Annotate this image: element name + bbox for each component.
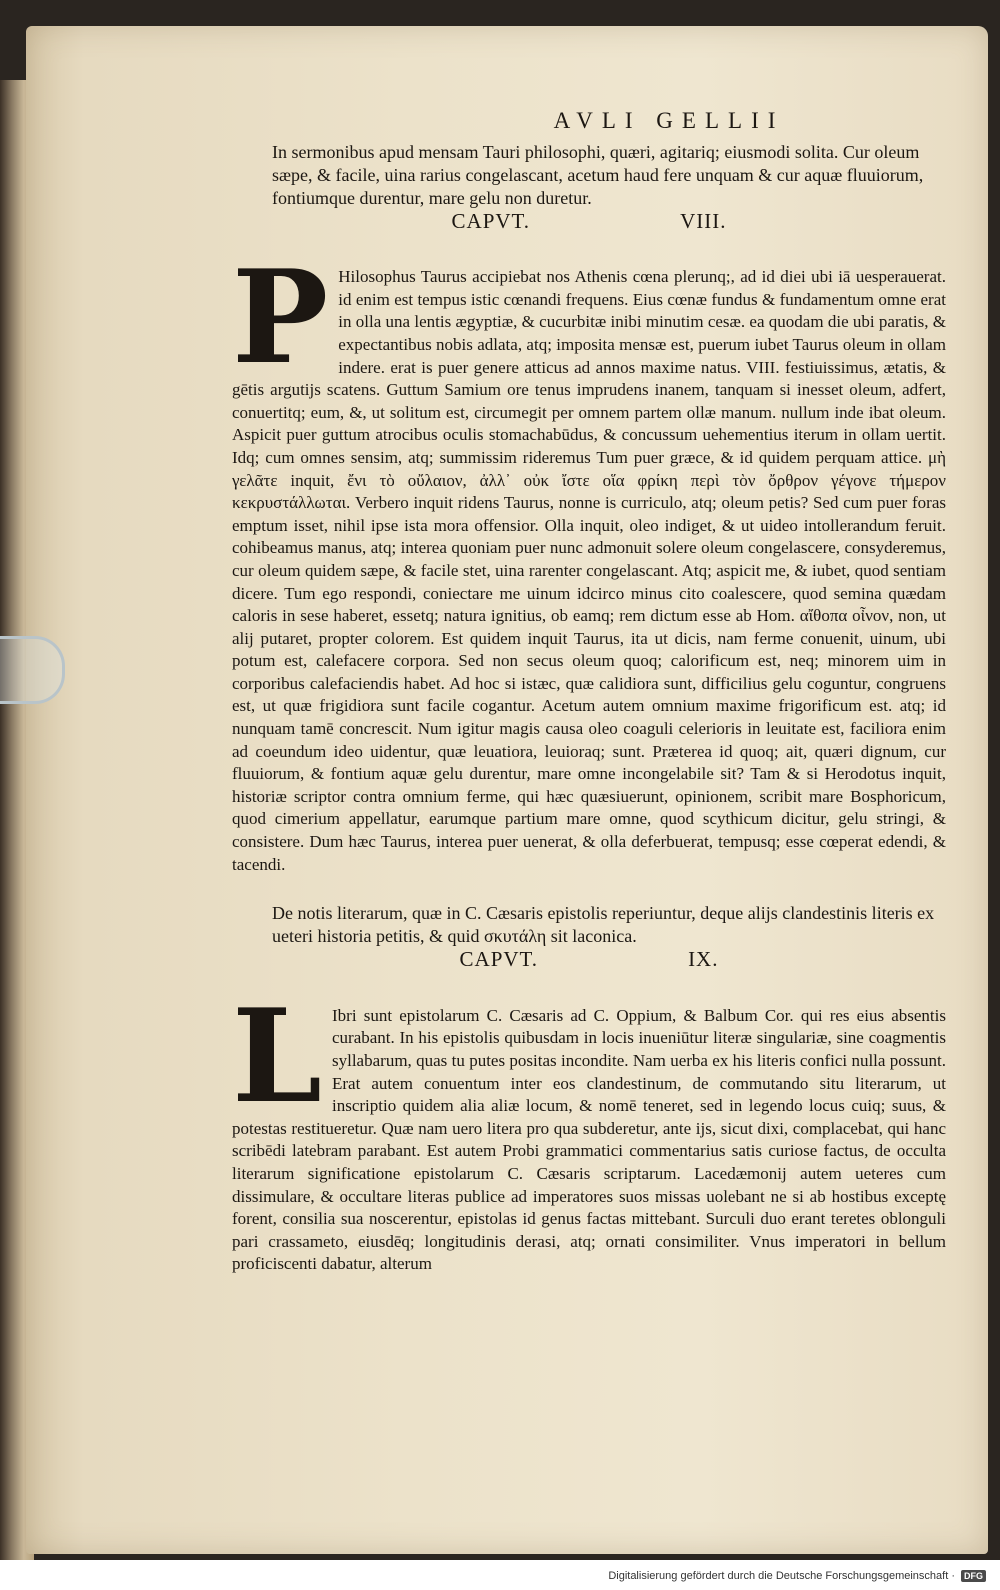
caput-line	[232, 210, 946, 233]
chapter-text: Hilosophus Taurus accipiebat nos Athenis cœna plerunq;, ad id diei ubi iā uesperauerat. id enim est tempus istic cœnandi frequens. Eius cœnæ fundus & fundamentum omne erat in olla una lentis ægyptiæ, & cucurbitæ inibi minutim cesæ. ea quodam die ubi paratis, & expectantibus nobis adlata, atq; imposita mensæ est, puerum iubet Taurus oleum in ollam indere. erat is puer genere atticus ad annos maxime natus. VIII. festiuissimus, ætatis, & gētis argutijs scatens. Guttum Samium ore tenus imprudens inanem, tanquam si inesset oleum, adfert, conuertitq; eum, &, ut solitum est, circumegit per omnem partem ollæ manum. nullum inde ibat oleum. Aspicit puer guttum atrocibus oculis stomachabūdus, & concussum uehementius iterum in ollam uertit. Idq; cum omnes sensim, atq; summissim rideremus Tum puer græce, & id quidem perquam attice. μὴ γελᾶτε inquit, ἔνι τὸ οὔλαιον, ἀλλ᾽ οὐκ ἴστε οἵα φρίκη περὶ τὸν ὄρθρον γέγονε τήμερον κεκρυστάλλωται. Verbero inquit ridens Taurus, nonne is curriculo, atq; oleum petis? Sed cum puer foras emptum isset, nihil ipse ista mora offensior. Olla inquit, oleo indiget, & ut uideo intollerandum feruit. cohibeamus manus, atq; interea quoniam puer nunc admonuit solere oleum congelascere, consyderemus, cur oleum quidem sæpe, & facile stet, uina rarenter congelascant. Atq; aspicit me, & iubet, quod sentiam dicere. Tum ego respondi, coniectare me uinum idcirco minus cito coalescere, quod semina quædam caloris in sese haberet, essetq; natura ignitius, ob eamq; rem dictum esse ab Hom. αἴθοπα οἶνον, non, ut alij putaret, propter colorem. Est quidem inquit Taurus, ita ut dicis, nam ferme conuenit, uinum, ubi potum est, calefacere corpora. Sed non secus oleum quoq; calorificum est, neq; minorem uim in corporibus calefaciendis habet. Ad hoc si istæc, quæ calidiora sunt, difficilius gelu coguntur, congruens est, ut quæ frigidiora sunt facile cogantur. Acetum autem omnium maxime frigorificum est. atq; id nunquam tamē concrescit. Num igitur magis causa oleo coaguli celerioris in leuitate est, faciliora enim ad coeundum ideo uidentur, quæ leuatiora, leuioraq; sunt. Præterea id quoq; ait, quæri dignum, cur fluuiorum, & fontium aquæ gelu durentur, mare omne incongelabile sit? Tam & si Herodotus inquit, historiæ scriptor contra omnium ferme, qui hæc quæsiuerunt, opinionem, scribit mare Bosphoricum, quod cimerium appellatur, earumque partium mare omne, quod scythicum dicitur, gelu stringi, & consistere. Dum hæc Taurus, interea puer uenerat, & olla deferbuerat, tempusq; esse cœperat edendi, & tacendi.	[232, 267, 946, 874]
footer-credit-text: Digitalisierung gefördert durch die Deutsche Forschungsgemeinschaft ·	[608, 1570, 955, 1582]
chapter-heading: De notis literarum, quæ in C. Cæsaris epistolis reperiuntur, deque alijs clandestinis literis ex ueteri historia petitis, & quid σκυτάλη sit laconica.	[272, 903, 935, 947]
caput-label: CAPVT.	[451, 208, 531, 233]
caput-number: VIII.	[680, 208, 727, 233]
page-clip	[0, 636, 65, 704]
chapter-text: Ibri sunt epistolarum C. Cæsaris ad C. Oppium, & Balbum Cor. qui res eius absentis curabant. In his epistolis quibusdam in locis inueniūtur literæ singulariæ, sine coagmentis syllabarum, quas tu putes positas incondite. Nam uerba ex his literis confici nulla possunt. Erat autem conuentum inter eos clandestinum, de commutando situ literarum, ut inscriptio quidem alia aliæ locum, & nomē teneret, sed in legendo locus cuiq; suus, & potestas restitueretur. Quæ nam uero litera pro qua subderetur, ante ijs, sicut dixi, complacebat, qui hanc scribēdi latebram parabant. Est autem Probi grammatici commentarius satis curiose factus, de occulta literarum significatione epistolarum C. Cæsaris scriptarum. Lacedæmonij autem ueteres cum dissimulare, & occultare literas publice ad imperatores suos missas uolebant ne si ab hostibus exceptę forent, consilia sua noscerentur, epistolas id genus factas mittebant. Surculi duo erant teretes oblonguli pari crassameto, eiusdēq; longitudinis derasi, atq; ornati consimiliter. Vnus imperatori in bellum proficiscenti dabatur, alterum	[232, 1005, 946, 1274]
running-head: AVLI GELLII	[553, 108, 785, 133]
chapter-ix	[232, 902, 946, 1276]
caput-number: IX.	[688, 947, 719, 972]
chapter-heading: In sermonibus apud mensam Tauri philosophi, quæri, agitariq; eiusmodi solita. Cur oleum sæpe, & facile, uina rarius congelascant, acetum haud fere unquam & cur aquæ fluuiorum, fontiumque durentur, mare gelu non duretur.	[272, 141, 924, 208]
drop-capital: P	[232, 243, 329, 394]
chapter-gap	[232, 876, 946, 902]
caput-line	[232, 948, 946, 971]
chapter-body	[232, 981, 946, 1276]
caput-label: CAPVT.	[459, 947, 539, 972]
footer-credit	[608, 1566, 986, 1586]
dfg-logo: DFG	[961, 1570, 986, 1582]
chapter-viii	[232, 141, 946, 877]
drop-capital: L	[232, 981, 322, 1132]
chapter-body	[232, 243, 946, 876]
page-text	[232, 110, 946, 1276]
